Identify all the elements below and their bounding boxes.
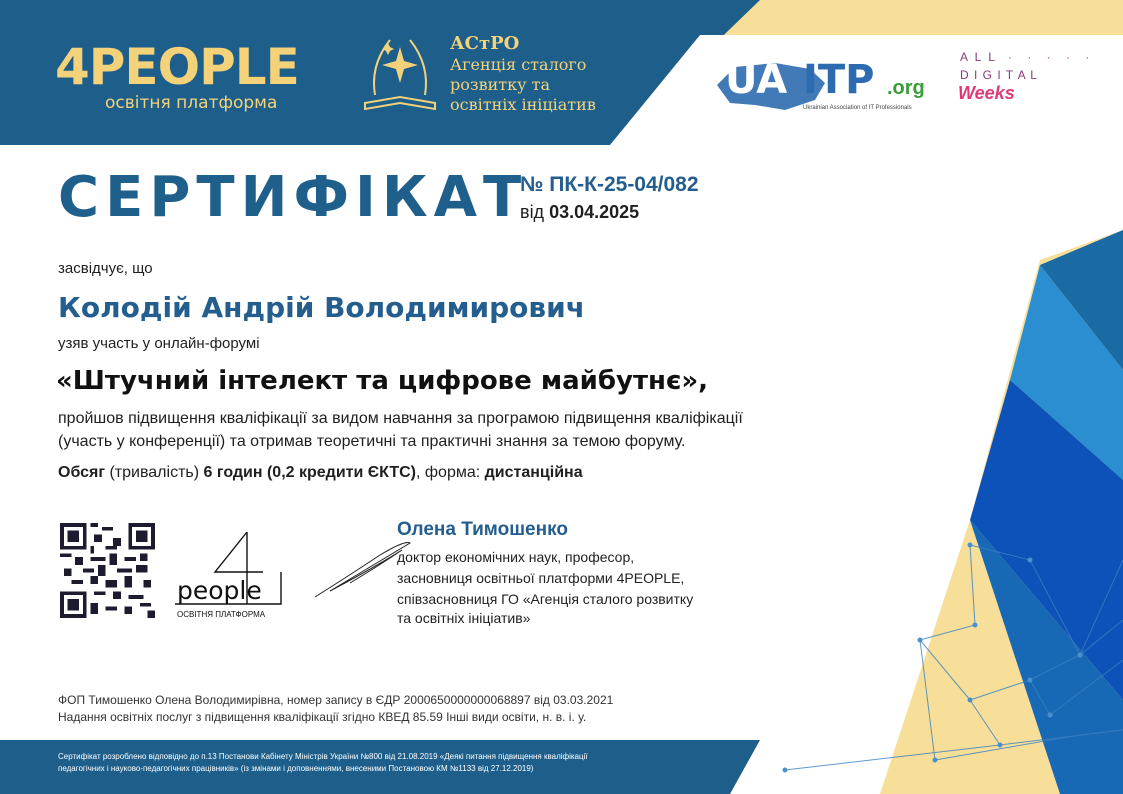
qr-code[interactable] [60,523,155,618]
certifies-text: засвідчує, що [58,260,153,277]
astro-line3: освітніх ініціатив [450,95,596,114]
astro-name: АСтРО [450,33,520,54]
astro-line2: розвитку та [450,75,551,94]
volume-line [58,464,583,482]
logo-4people-subtitle: освітня платформа [105,93,278,113]
alldigital-dots: · · · · · [1008,50,1096,64]
legal-line2: Надання освітніх послуг з підвищення кваліфікації згідно КВЕД 85.59 Інші види освіти, н. в. і. у. [58,710,587,724]
participated-text: узяв участь у онлайн-форумі [58,335,260,352]
stamp-word: people [177,576,262,605]
volume-value: 6 годин (0,2 кредити ЄКТС) [203,464,416,481]
logo-astro [360,25,620,120]
description-line1: пройшов підвищення кваліфікації за видом навчання за програмою підвищення кваліфікації [58,410,743,427]
logo-all-digital-weeks [948,50,1108,110]
stamp-4people [175,528,290,623]
astro-emblem-icon [360,25,440,115]
legal-line1: ФОП Тимошенко Олена Володимирівна, номер запису в ЄДР 2000650000000068897 від 03.03.2021 [58,693,614,707]
logo-uaitp [715,55,935,120]
alldigital-line2: D I G I T A L [960,68,1038,82]
forum-title: «Штучний інтелект та цифрове майбутнє», [56,366,709,396]
logo-4people-brand: 4PEOPLE [55,38,299,96]
recipient-name: Колодій Андрій Володимирович [58,291,585,324]
signatory-name: Олена Тимошенко [397,519,568,540]
alldigital-line1: A L L [960,50,997,64]
certificate-date: 03.04.2025 [549,202,640,222]
certificate-number: № ПК-К-25-04/082 [520,173,699,196]
signatory-line2: засновниця освітньої платформи 4PEOPLE, [397,570,685,586]
stamp-caption: ОСВІТНЯ ПЛАТФОРМА [177,610,266,619]
volume-paren: (тривалість) [109,464,200,481]
volume-label: Обсяг [58,464,106,481]
uaitp-ua: UA [725,57,788,103]
signatory-line4: та освітніх ініціатив» [397,610,531,626]
alldigital-weeks: Weeks [958,83,1015,103]
date-prefix: від [520,202,545,222]
footer-line2: педагогічних і науково-педагогічних працівників» (із змінами і доповненнями, внесеними Постановою КМ №1133 від 27.12.2019) [58,764,534,773]
astro-line1: Агенція сталого [450,55,587,74]
certificate-title: СЕРТИФІКАТ [58,165,528,230]
uaitp-org: .org [887,77,925,99]
form-label: , форма: [415,464,481,481]
signatory-line3: співзасновниця ГО «Агенція сталого розвитку [397,591,694,607]
description-line2: (участь у конференції) та отримав теоретичні та практичні знання за темою форуму. [58,433,686,450]
signatory-line1: доктор економічних наук, професор, [397,549,635,565]
certificate-date-line [520,202,639,223]
uaitp-itp: ITP [803,57,875,103]
footer-line1: Сертифікат розроблено відповідно до п.13 Постанови Кабінету Міністрів України №800 від 21.08.2019 «Деякі питання підвищення кваліфікації [58,752,588,761]
logo-4people [55,38,315,118]
uaitp-caption: Ukrainian Association of IT Professionals [803,105,912,111]
form-value: дистанційна [484,464,583,481]
